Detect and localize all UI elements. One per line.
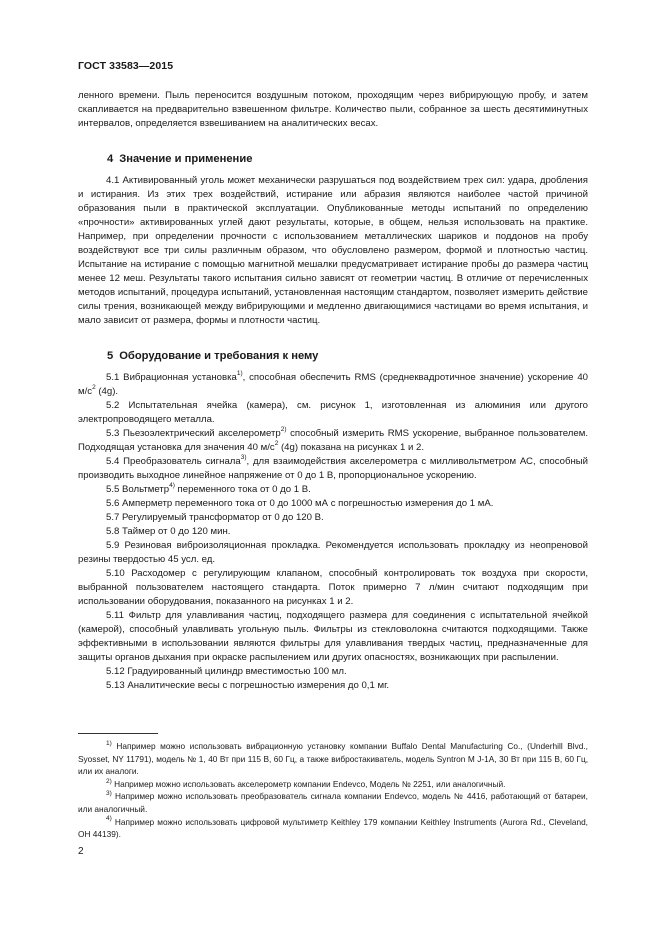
footnote-ref-3: 3): [240, 454, 247, 462]
item-5-1: [78, 371, 588, 399]
footnote-mark-4: 4): [106, 815, 112, 823]
item-5-3: [78, 427, 588, 455]
item-5-6: 5.6 Амперметр переменного тока от 0 до 1000 мА с погрешностью измерения до 1 мА.: [106, 498, 494, 509]
section-4-number: 4: [107, 153, 114, 165]
item-5-3-text-end: (4g) показана на рисунках 1 и 2.: [278, 442, 425, 453]
item-5-5-text: 5.5 Вольтметр: [106, 484, 170, 495]
item-5-1-text-cont: , способная обеспечить RMS (среднеквадротичное значение) ускорение 40 м/с: [78, 372, 588, 397]
item-5-2: 5.2 Испытательная ячейка (камера), см. рисунок 1, изготовленная из алюминия или другого электропроводящего металла.: [78, 400, 588, 425]
item-5-1-text-end: (4g).: [95, 386, 119, 397]
footnote-mark-2: 2): [106, 777, 112, 785]
item-5-4: [78, 455, 588, 483]
footnote-4: [78, 816, 588, 841]
section-5-heading: [78, 349, 588, 363]
item-5-8: 5.8 Таймер от 0 до 120 мин.: [106, 526, 231, 537]
footnote-2-text: Например можно использовать акселерометр компании Endevco, Модель № 2251, или аналогичный.: [111, 778, 506, 789]
item-5-4-text-cont: , для взаимодействия акселерометра с милливольтметром АС, способный производить выходное линейное напряжение от 0 до 1 В, пропорциональное ускорению.: [78, 456, 588, 481]
item-5-12: 5.12 Градуированный цилиндр вместимостью 100 мл.: [106, 666, 347, 677]
section-4-title: Значение и применение: [119, 153, 253, 165]
footnote-ref-4: 4): [169, 482, 175, 490]
section-5-number: 5: [107, 350, 114, 362]
superscript-2: 2: [274, 440, 279, 448]
section-4-paragraph-4-1: 4.1 Активированный уголь может механически разрушаться под воздействием трех сил: удара, дробления и истирания. Из этих трех воздействий, истирание или абразия являются наиболее частой причиной образования пыли в практической эксплуатации. Опубликованные методы испытаний по определению «прочности» активированных углей дают результаты, которые, в общем, нельзя использовать на практике. Например, при определении прочности с использованием металлических шариков и поддонов на пробу воздействуют все три силы различным образом, что обусловлено размером, формой и плотностью частиц. Испытание на истирание с помощью магнитной мешалки предусматривает истирание пробы до размера частиц менее 12 меш. Результаты такого испытания сильно зависят от геометрии частиц. В отличие от перечисленных методов испытаний, процедура испытаний, установленная настоящим стандартом, позволяет измерить действие силы трения, возникающей между вибрирующими и медленно двигающимися частицами во время испытания, и мало зависит от размера, формы и плотности частиц.: [78, 175, 588, 326]
item-5-11: 5.11 Фильтр для улавливания частиц, подходящего размера для соединения с испытательной ячейкой (камерой), способный улавливать угольную пыль. Фильтры из стекловолокна считаются подходящими. Также эффективными в использовании являются фильтры для улавливания твердых частиц, предназначенные для защиты органов дыхания при окраске распылением или других опасностях, возникающих при распылении.: [78, 610, 588, 663]
footnotes: [78, 740, 588, 841]
footnote-mark-1: 1): [106, 739, 112, 747]
document-body: [78, 89, 588, 693]
footnote-2: [78, 778, 588, 791]
item-5-10: 5.10 Расходомер с регулирующим клапаном, способный контролировать ток воздуха при скорости, выбранной пользователем настоящего стандарта. Поток примерно 7 л/мин считают подходящим при использовании оборудования, показанного на рисунках 1 и 2.: [78, 568, 588, 607]
footnote-mark-3: 3): [106, 790, 112, 798]
section-4-heading: [78, 152, 588, 166]
item-5-4-text: 5.4 Преобразователь сигнала: [106, 456, 241, 467]
page-number: 2: [78, 846, 84, 857]
item-5-7: 5.7 Регулируемый трансформатор от 0 до 120 В.: [106, 512, 324, 523]
footnote-ref-1: 1): [236, 370, 243, 378]
item-5-1-text: 5.1 Вибрационная установка: [106, 372, 237, 383]
footnote-1: [78, 740, 588, 778]
footnote-3: [78, 790, 588, 815]
item-5-3-text-cont: способный измерить RMS ускорение, выбранное пользователем. Подходящая установка для значения 40 м/с: [78, 428, 588, 453]
item-5-13: 5.13 Аналитические весы с погрешностью измерения до 0,1 мг.: [106, 680, 390, 691]
item-5-9: 5.9 Резиновая виброизоляционная прокладка. Рекомендуется использовать прокладку из неопреновой резины твердостью 45 усл. ед.: [78, 540, 588, 565]
document-header-id: ГОСТ 33583—2015: [78, 60, 174, 72]
item-5-5-text-cont: переменного тока от 0 до 1 В.: [174, 484, 311, 495]
item-5-5: [78, 483, 588, 497]
footnote-4-text: Например можно использовать цифровой мультиметр Keithley 179 компании Keithley Instruments (Aurora Rd., Cleveland, OH 44139).: [78, 816, 588, 840]
superscript-2: 2: [92, 384, 96, 392]
footnote-3-text: Например можно использовать преобразователь сигнала компании Endevco, модель № 4416, работающий от батареи, или аналогичный.: [78, 791, 588, 814]
intro-paragraph: ленного времени. Пыль переносится воздушным потоком, проходящим через вибрирующую пробу, и затем скапливается на предварительно взвешенном фильтре. Количество пыли, собранное за шесть десятиминутных интервалов, определяется взвешиванием на аналитических весах.: [78, 90, 588, 129]
footnote-ref-2: 2): [280, 426, 287, 434]
section-5-title: Оборудование и требования к нему: [119, 350, 319, 362]
footnote-separator: [78, 733, 158, 734]
footnote-1-text: Например можно использовать вибрационную установку компании Buffalo Dental Manufacturing Co., (Underhill Blvd., Syosset, NY 11791), модель № 1, 40 Вт при 115 В, 60 Гц, а также вибростакиватель, модель Syntron M J-1A, 30 Вт при 115 В, 60 Гц, или их аналоги.: [78, 741, 588, 777]
item-5-3-text: 5.3 Пьезоэлектрический акселерометр: [106, 428, 281, 439]
